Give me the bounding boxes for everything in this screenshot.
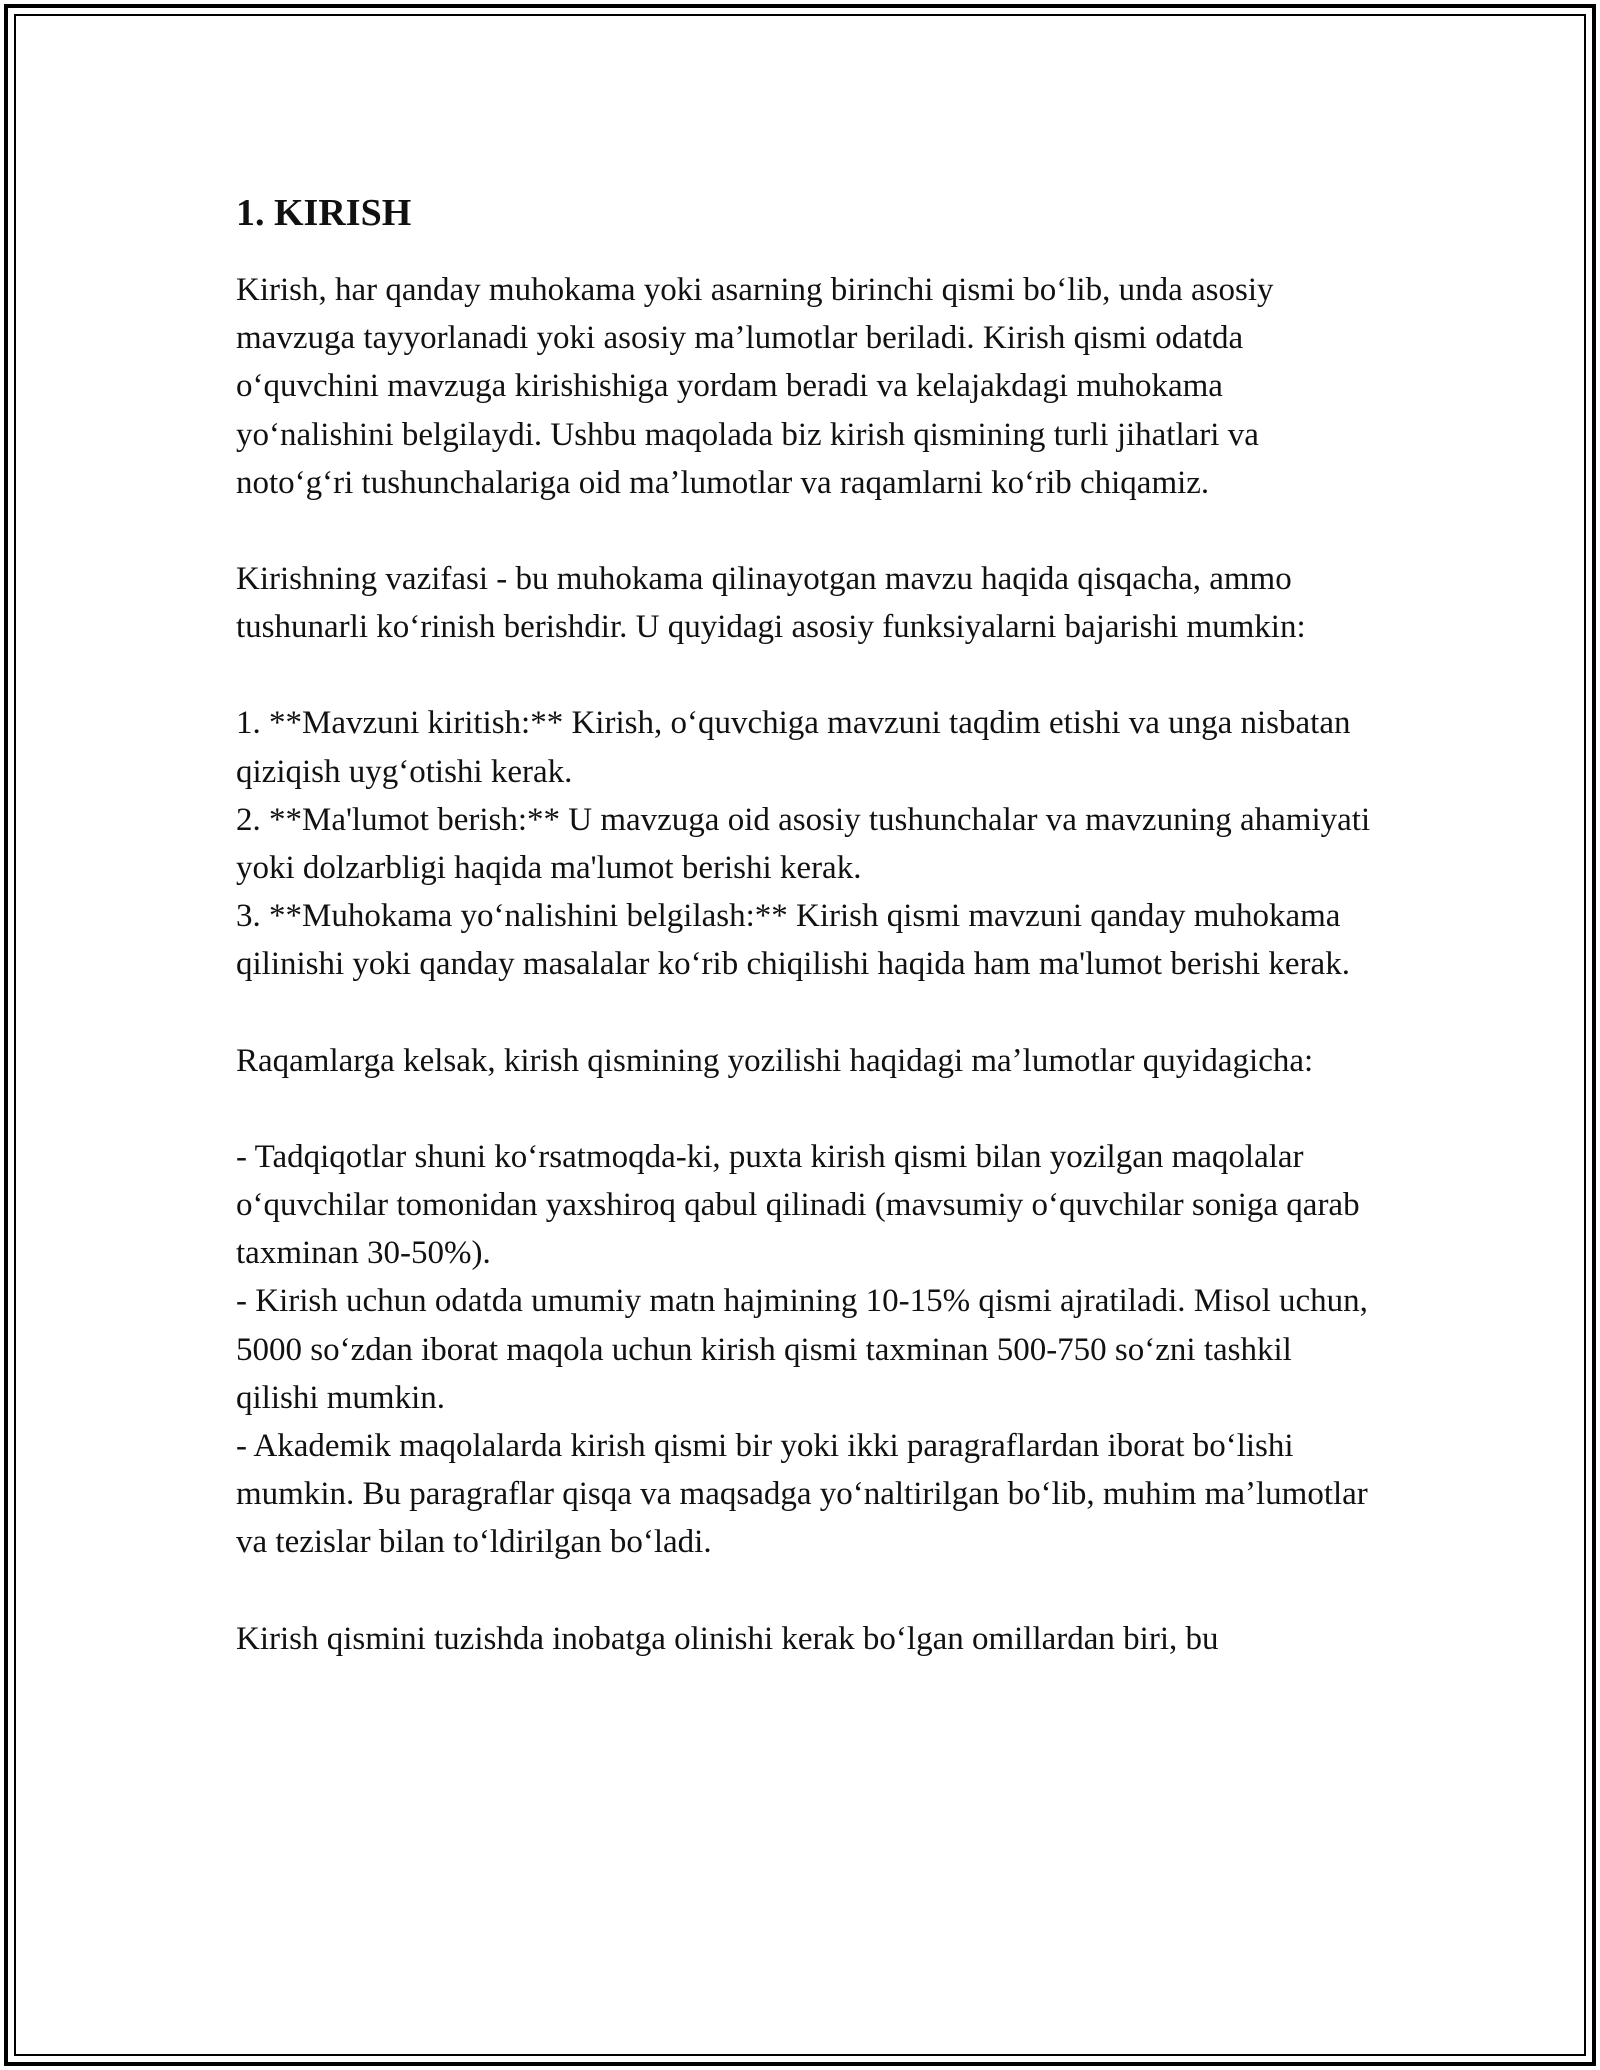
- function-item: 2. **Ma'lumot berish:** U mavzuga oid asosiy tushunchalar va mavzuning ahamiyati yoki dolzarbligi haqida ma'lumot berishi kerak.: [236, 801, 1371, 887]
- intro-paragraph: Kirish, har qanday muhokama yoki asarning birinchi qismi boʻlib, unda asosiy mavzuga tayyorlanadi yoki asosiy maʼlumotlar beriladi. Kirish qismi odatda oʻquvchini mavzuga kirishishiga yordam beradi va kelajakdagi muhokama yoʻnalishini belgilaydi. Ushbu maqolada biz kirish qismining turli jihatlari va notoʻgʻri tushunchalariga oid maʼlumotlar va raqamlarni koʻrib chiqamiz.: [236, 272, 1274, 501]
- fact-item: - Akademik maqolalarda kirish qismi bir yoki ikki paragraflardan iborat boʻlishi mumkin. Bu paragraflar qisqa va maqsadga yoʻnaltirilgan boʻlib, muhim maʼlumotlar va tezislar bilan toʻldirilgan boʻladi.: [236, 1428, 1368, 1561]
- numbers-intro-paragraph: Raqamlarga kelsak, kirish qismining yozilishi haqidagi maʼlumotlar quyidagicha:: [236, 1042, 1314, 1079]
- fact-item: - Tadqiqotlar shuni koʻrsatmoqda-ki, puxta kirish qismi bilan yozilgan maqolalar oʻquvchilar tomonidan yaxshiroq qabul qilinadi (mavsumiy oʻquvchilar soniga qarab taxminan 30-50%).: [236, 1138, 1360, 1272]
- section-heading: 1. KIRISH: [236, 192, 412, 234]
- functions-list: [236, 699, 1376, 988]
- purpose-paragraph: Kirishning vazifasi - bu muhokama qilinayotgan mavzu haqida qisqacha, ammo tushunarli koʻrinish berishdir. U quyidagi asosiy funksiyalarni bajarishi mumkin:: [236, 561, 1306, 646]
- closing-paragraph: Kirish qismini tuzishda inobatga olinishi kerak boʻlgan omillardan biri, bu: [236, 1620, 1219, 1657]
- fact-item: - Kirish uchun odatda umumiy matn hajmining 10-15% qismi ajratiladi. Misol uchun, 5000 soʻzdan iborat maqola uchun kirish qismi taxminan 500-750 soʻzni tashkil qilishi mumkin.: [236, 1283, 1368, 1416]
- facts-list: [236, 1133, 1376, 1567]
- document-body: [236, 186, 1376, 1663]
- function-item: 1. **Mavzuni kiritish:** Kirish, oʻquvchiga mavzuni taqdim etishi va unga nisbatan qiziqish uygʻotishi kerak.: [236, 705, 1351, 790]
- function-item: 3. **Muhokama yoʻnalishini belgilash:** Kirish qismi mavzuni qanday muhokama qilinishi yoki qanday masalalar koʻrib chiqilishi haqida ham ma'lumot berishi kerak.: [236, 898, 1350, 983]
